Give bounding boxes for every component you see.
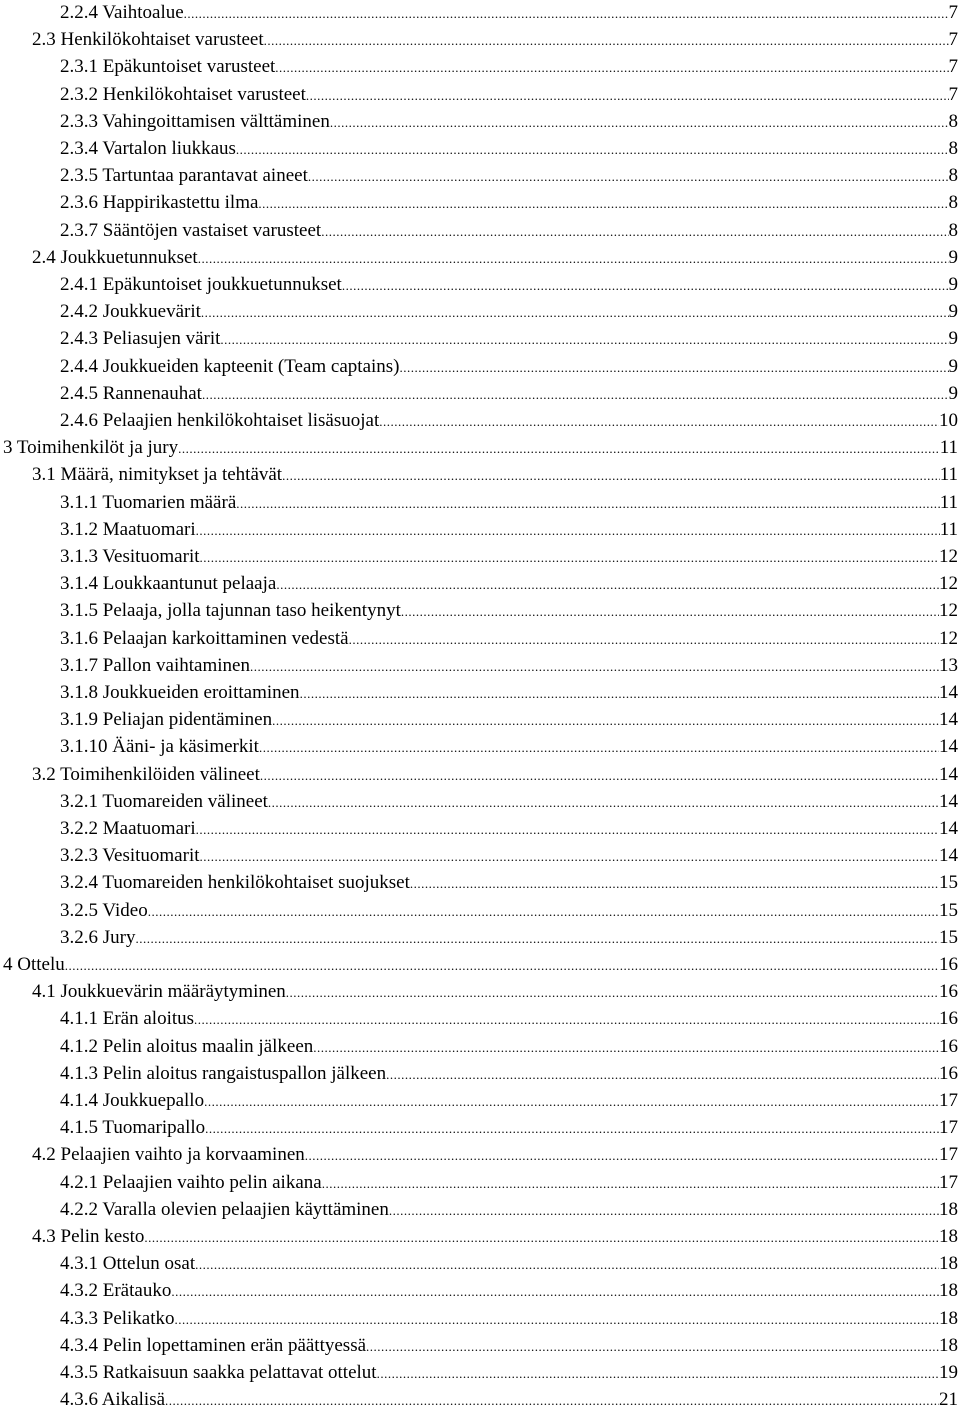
toc-entry[interactable]	[60, 135, 958, 162]
toc-entry-page-number: 13	[939, 654, 958, 676]
toc-entry-title: 4.3.1 Ottelun osat	[60, 1253, 196, 1275]
toc-entry-page-number: 19	[939, 1362, 958, 1383]
toc-entry-title: 4.3.3 Pelikatko	[60, 1307, 175, 1329]
toc-entry-page-number: 14	[939, 845, 958, 867]
toc-entry[interactable]	[60, 1169, 958, 1196]
toc-entry-page-number: 17	[939, 1144, 958, 1166]
toc-leader-dots	[275, 54, 948, 81]
toc-entry-title: 4.1.2 Pelin aloitus maalin jälkeen	[60, 1035, 314, 1057]
toc-leader-dots	[276, 571, 939, 598]
toc-leader-dots	[196, 816, 939, 843]
toc-leader-dots	[349, 626, 939, 653]
toc-entry[interactable]	[60, 597, 958, 624]
toc-leader-dots	[389, 1197, 939, 1224]
toc-entry-title: 4.1.5 Tuomaripallo	[60, 1117, 206, 1139]
toc-leader-dots	[201, 299, 949, 326]
toc-entry[interactable]	[32, 244, 958, 271]
toc-entry[interactable]	[60, 108, 958, 135]
toc-entry-title: 3.2.3 Vesituomarit	[60, 845, 200, 867]
toc-entry-title: 3.2 Toimihenkilöiden välineet	[32, 763, 260, 785]
toc-entry[interactable]	[32, 978, 958, 1005]
toc-entry-page-number: 18	[939, 1226, 958, 1247]
toc-entry-page-number: 9	[948, 301, 958, 323]
toc-entry[interactable]	[60, 1305, 958, 1332]
toc-leader-dots	[322, 1170, 939, 1197]
toc-leader-dots	[178, 435, 940, 462]
toc-entry-title: 2.4.4 Joukkueiden kapteenit (Team captains)	[60, 355, 400, 377]
toc-entry-page-number: 16	[939, 1062, 958, 1084]
toc-entry[interactable]	[3, 434, 958, 461]
toc-entry-title: 3.2.1 Tuomareiden välineet	[60, 790, 268, 812]
toc-entry-page-number: 15	[939, 872, 958, 894]
toc-entry-page-number: 12	[939, 546, 958, 567]
toc-leader-dots	[200, 544, 939, 571]
toc-entry-page-number: 9	[948, 355, 958, 377]
toc-entry-page-number: 9	[948, 382, 958, 404]
toc-entry-title: 4.3.5 Ratkaisuun saakka pelattavat ottelut	[60, 1362, 377, 1383]
toc-entry-page-number: 8	[948, 165, 958, 187]
toc-entry[interactable]	[32, 761, 958, 788]
toc-entry-page-number: 14	[939, 818, 958, 839]
toc-entry-title: 3.1.10 Ääni- ja käsimerkit	[60, 736, 259, 758]
toc-leader-dots	[184, 0, 949, 27]
toc-entry-title: 4.3.2 Erätauko	[60, 1280, 172, 1302]
toc-entry-title: 4.1 Joukkuevärin määräytyminen	[32, 981, 286, 1003]
toc-entry-page-number: 15	[939, 899, 958, 921]
toc-leader-dots	[148, 898, 939, 925]
toc-entry[interactable]	[3, 951, 958, 978]
toc-leader-dots	[306, 82, 949, 109]
toc-entry-page-number: 17	[939, 1090, 958, 1111]
toc-leader-dots	[377, 1360, 939, 1387]
toc-entry-title: 2.4.1 Epäkuntoiset joukkuetunnukset	[60, 274, 342, 295]
toc-entry[interactable]	[60, 1060, 958, 1087]
toc-entry-page-number: 11	[939, 491, 958, 513]
toc-entry-page-number: 11	[939, 518, 958, 540]
toc-leader-dots	[220, 326, 948, 353]
toc-leader-dots	[401, 598, 939, 625]
toc-entry-page-number: 18	[939, 1334, 958, 1356]
toc-entry-page-number: 14	[939, 736, 958, 758]
toc-entry-title: 2.2.4 Vaihtoalue	[60, 2, 184, 23]
toc-entry[interactable]	[60, 298, 958, 325]
toc-entry-page-number: 14	[939, 790, 958, 812]
toc-entry-title: 4.1.1 Erän aloitus	[60, 1008, 195, 1030]
toc-entry[interactable]	[60, 869, 958, 896]
toc-entry-page-number: 16	[939, 1008, 958, 1030]
toc-leader-dots	[135, 925, 939, 952]
toc-entry-page-number: 17	[939, 1117, 958, 1139]
toc-entry-title: 4.1.3 Pelin aloitus rangaistuspallon jälkeen	[60, 1062, 387, 1084]
toc-entry-title: 2.3 Henkilökohtaiset varusteet	[32, 29, 264, 51]
toc-entry[interactable]	[60, 516, 958, 543]
toc-leader-dots	[165, 1387, 939, 1414]
toc-entry-title: 2.3.4 Vartalon liukkaus	[60, 138, 236, 159]
toc-entry-title: 4.2 Pelaajien vaihto ja korvaaminen	[32, 1144, 305, 1166]
toc-entry-page-number: 11	[939, 464, 958, 486]
toc-leader-dots	[282, 462, 940, 489]
toc-entry[interactable]	[60, 1332, 958, 1359]
toc-entry-title: 3.1.3 Vesituomarit	[60, 546, 200, 567]
toc-entry-title: 3.1.8 Joukkueiden eroittaminen	[60, 682, 300, 703]
toc-leader-dots	[259, 734, 939, 761]
toc-entry[interactable]	[60, 407, 958, 434]
toc-entry-page-number: 18	[939, 1198, 958, 1220]
toc-entry-page-number: 7	[948, 29, 958, 51]
toc-entry-page-number: 11	[939, 437, 958, 459]
toc-entry[interactable]	[60, 1250, 958, 1277]
toc-entry[interactable]	[60, 380, 958, 407]
toc-entry-page-number: 8	[948, 138, 958, 159]
toc-entry[interactable]	[60, 1277, 958, 1304]
toc-leader-dots	[195, 1251, 939, 1278]
toc-entry-page-number: 14	[939, 682, 958, 703]
toc-leader-dots	[330, 109, 949, 136]
toc-entry-title: 2.4.2 Joukkuevärit	[60, 301, 201, 323]
toc-leader-dots	[386, 1061, 939, 1088]
toc-leader-dots	[308, 163, 949, 190]
toc-leader-dots	[264, 27, 949, 54]
toc-entry-title: 2.3.3 Vahingoittamisen välttäminen	[60, 110, 330, 132]
toc-leader-dots	[65, 952, 939, 979]
toc-leader-dots	[268, 789, 939, 816]
toc-entry-title: 4.3.6 Aikalisä	[60, 1389, 166, 1411]
toc-leader-dots	[258, 190, 948, 217]
toc-entry-page-number: 18	[939, 1253, 958, 1275]
toc-leader-dots	[313, 1034, 939, 1061]
toc-leader-dots	[175, 1306, 939, 1333]
toc-leader-dots	[366, 1333, 939, 1360]
toc-leader-dots	[236, 136, 949, 163]
toc-entry[interactable]	[60, 81, 958, 108]
toc-leader-dots	[171, 1278, 939, 1305]
toc-entry-page-number: 12	[939, 627, 958, 649]
toc-entry[interactable]	[32, 1223, 958, 1250]
toc-entry-page-number: 16	[939, 981, 958, 1003]
toc-entry[interactable]	[60, 162, 958, 189]
toc-entry-page-number: 12	[939, 600, 958, 622]
toc-entry-page-number: 7	[948, 56, 958, 78]
toc-leader-dots	[204, 1088, 939, 1115]
toc-entry-title: 3.2.4 Tuomareiden henkilökohtaiset suojukset	[60, 872, 410, 894]
toc-entry-page-number: 12	[939, 573, 958, 595]
toc-leader-dots	[342, 272, 949, 299]
toc-entry[interactable]	[60, 0, 958, 26]
toc-entry-title: 3.1 Määrä, nimitykset ja tehtävät	[32, 464, 283, 486]
toc-entry-title: 2.4.5 Rannenauhat	[60, 382, 202, 404]
toc-entry[interactable]	[60, 924, 958, 951]
toc-leader-dots	[250, 653, 939, 680]
toc-entry-title: 2.3.5 Tartuntaa parantavat aineet	[60, 165, 308, 187]
toc-entry-page-number: 9	[948, 246, 958, 268]
toc-entry-title: 3.1.6 Pelaajan karkoittaminen vedestä	[60, 627, 349, 649]
toc-entry[interactable]	[60, 1033, 958, 1060]
toc-leader-dots	[260, 762, 939, 789]
toc-entry-title: 3.1.5 Pelaaja, jolla tajunnan taso heikentynyt	[60, 600, 401, 622]
toc-entry-title: 2.4.6 Pelaajien henkilökohtaiset lisäsuojat	[60, 410, 380, 431]
toc-entry-title: 2.3.6 Happirikastettu ilma	[60, 192, 259, 214]
toc-entry-title: 4 Ottelu	[3, 954, 65, 975]
toc-leader-dots	[286, 979, 939, 1006]
toc-entry[interactable]	[60, 625, 958, 652]
toc-entry-title: 2.3.2 Henkilökohtaiset varusteet	[60, 83, 306, 105]
toc-entry[interactable]	[60, 733, 958, 760]
toc-entry[interactable]	[60, 1196, 958, 1223]
toc-leader-dots	[321, 218, 948, 245]
toc-entry[interactable]	[60, 189, 958, 216]
toc-entry[interactable]	[60, 570, 958, 597]
toc-entry[interactable]	[60, 217, 958, 244]
toc-entry-title: 4.2.2 Varalla olevien pelaajien käyttäminen	[60, 1198, 389, 1220]
toc-entry-page-number: 14	[939, 709, 958, 731]
toc-entry-title: 3.2.6 Jury	[60, 926, 136, 948]
toc-entry[interactable]	[60, 1386, 958, 1413]
toc-entry-page-number: 7	[948, 2, 958, 23]
toc-entry-page-number: 7	[948, 83, 958, 105]
toc-entry-title: 2.3.1 Epäkuntoiset varusteet	[60, 56, 276, 78]
toc-entry-page-number: 10	[939, 410, 958, 431]
toc-entry-title: 2.3.7 Sääntöjen vastaiset varusteet	[60, 219, 322, 241]
toc-leader-dots	[305, 1142, 939, 1169]
toc-entry-page-number: 16	[939, 954, 958, 975]
toc-entry[interactable]	[60, 815, 958, 842]
toc-entry-page-number: 21	[939, 1389, 958, 1411]
toc-entry-page-number: 15	[939, 926, 958, 948]
toc-entry[interactable]	[60, 1114, 958, 1141]
toc-entry-title: 2.4.3 Peliasujen värit	[60, 328, 221, 350]
toc-leader-dots	[205, 1115, 939, 1142]
toc-entry-page-number: 8	[948, 110, 958, 132]
toc-entry[interactable]	[60, 652, 958, 679]
toc-leader-dots	[300, 680, 939, 707]
toc-entry-title: 3.1.7 Pallon vaihtaminen	[60, 654, 250, 676]
toc-entry[interactable]	[60, 489, 958, 516]
toc-entry-page-number: 18	[939, 1307, 958, 1329]
toc-entry[interactable]	[60, 1005, 958, 1032]
toc-entry-title: 4.2.1 Pelaajien vaihto pelin aikana	[60, 1171, 322, 1193]
toc-entry-title: 3 Toimihenkilöt ja jury	[3, 437, 179, 459]
toc-entry[interactable]	[60, 53, 958, 80]
toc-entry-title: 4.3.4 Pelin lopettaminen erän päättyessä	[60, 1334, 367, 1356]
toc-entry[interactable]	[32, 461, 958, 488]
toc-leader-dots	[400, 354, 949, 381]
toc-leader-dots	[196, 517, 940, 544]
toc-entry-page-number: 17	[939, 1171, 958, 1193]
toc-leader-dots	[194, 1006, 939, 1033]
toc-entry[interactable]	[60, 706, 958, 733]
toc-entry[interactable]	[60, 543, 958, 570]
toc-leader-dots	[144, 1224, 939, 1251]
toc-leader-dots	[202, 381, 949, 408]
toc-entry-page-number: 18	[939, 1280, 958, 1302]
toc-entry[interactable]	[32, 1141, 958, 1168]
toc-entry-title: 2.4 Joukkuetunnukset	[32, 246, 198, 268]
toc-entry[interactable]	[60, 1087, 958, 1114]
toc-entry-page-number: 14	[939, 763, 958, 785]
toc-entry[interactable]	[60, 897, 958, 924]
toc-entry-title: 4.3 Pelin kesto	[32, 1226, 145, 1247]
toc-leader-dots	[198, 245, 949, 272]
toc-entry[interactable]	[60, 1359, 958, 1386]
toc-leader-dots	[410, 870, 939, 897]
toc-entry[interactable]	[60, 842, 958, 869]
toc-entry-title: 3.1.2 Maatuomari	[60, 518, 196, 540]
toc-entry[interactable]	[60, 353, 958, 380]
toc-entry-title: 3.2.2 Maatuomari	[60, 818, 196, 839]
toc-leader-dots	[272, 707, 939, 734]
toc-leader-dots	[236, 490, 939, 517]
toc-entry[interactable]	[60, 788, 958, 815]
toc-entry-title: 3.1.1 Tuomarien määrä	[60, 491, 237, 513]
toc-entry[interactable]	[60, 271, 958, 298]
toc-leader-dots	[379, 408, 939, 435]
toc-entry[interactable]	[60, 325, 958, 352]
toc-entry-page-number: 8	[948, 192, 958, 214]
toc-entry-title: 3.2.5 Video	[60, 899, 148, 921]
toc-entry-page-number: 9	[948, 328, 958, 350]
toc-entry-page-number: 9	[948, 274, 958, 295]
toc-entry[interactable]	[32, 26, 958, 53]
toc-entry-title: 3.1.4 Loukkaantunut pelaaja	[60, 573, 277, 595]
toc-entry[interactable]	[60, 679, 958, 706]
toc-entry-title: 3.1.9 Peliajan pidentäminen	[60, 709, 273, 731]
toc-leader-dots	[200, 843, 939, 870]
toc-entry-page-number: 16	[939, 1035, 958, 1057]
toc-entry-page-number: 8	[948, 219, 958, 241]
toc-entry-title: 4.1.4 Joukkuepallo	[60, 1090, 205, 1111]
